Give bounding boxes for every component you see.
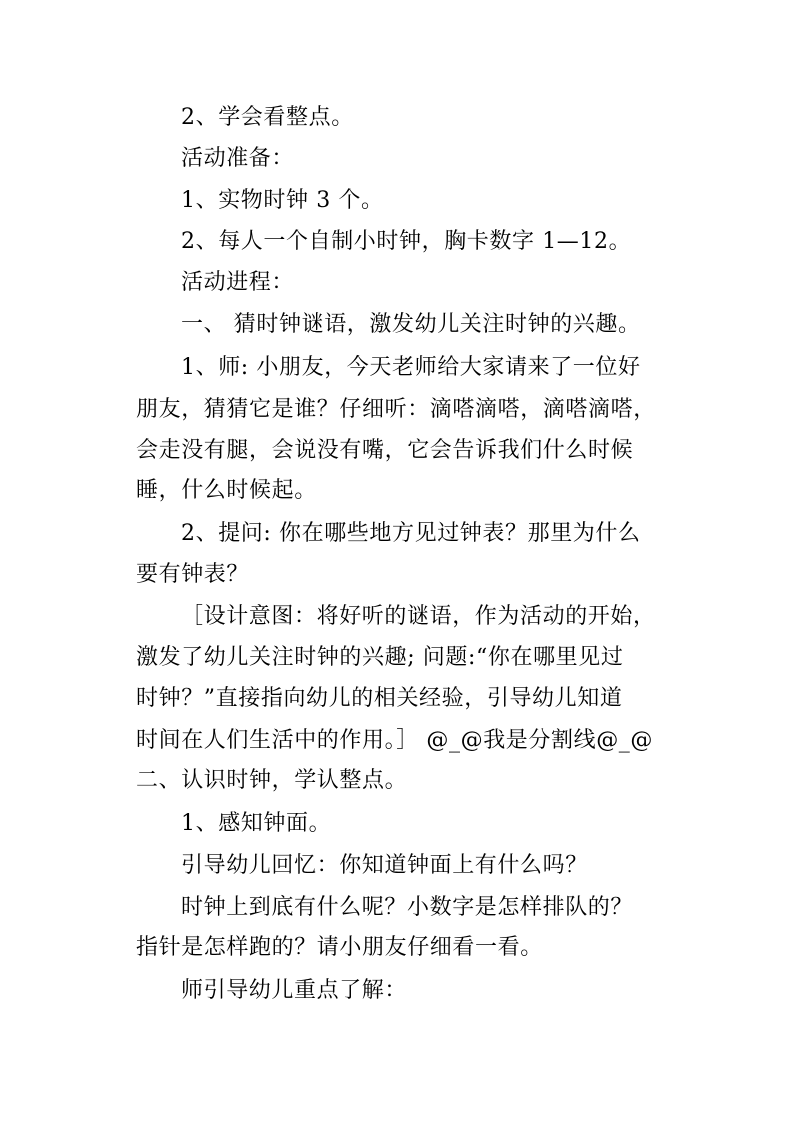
- text-line-11: 2、提问: 你在哪些地方见过钟表？那里为什么: [181, 521, 641, 546]
- text-line-1: 2、学会看整点。: [181, 105, 354, 130]
- text-line-22: 师引导幼儿重点了解：: [181, 978, 408, 1003]
- text-line-16: 时间在人们生活中的作用。］ @_@我是分割线@_@: [136, 728, 653, 753]
- text-line-10: 睡，什么时候起。: [136, 478, 317, 503]
- text-line-21: 指针是怎样跑的？请小朋友仔细看一看。: [136, 935, 543, 960]
- text-line-3: 1、实物时钟 3 个。: [181, 188, 384, 213]
- text-line-7: 1、师: 小朋友，今天老师给大家请来了一位好: [181, 355, 641, 380]
- text-line-20: 时钟上到底有什么呢？小数字是怎样排队的？: [181, 895, 634, 920]
- text-line-4: 2、每人一个自制小时钟，胸卡数字 1—12。: [181, 229, 632, 254]
- text-line-12: 要有钟表？: [136, 562, 250, 587]
- text-line-8: 朋友，猜猜它是谁？仔细听：滴嗒滴嗒，滴嗒滴嗒，: [136, 397, 656, 422]
- text-line-17: 二、认识时钟，学认整点。: [136, 768, 408, 793]
- text-line-5: 活动进程：: [181, 270, 295, 295]
- text-line-14: 激发了幼儿关注时钟的兴趣; 问题:“你在哪里见过: [136, 645, 624, 670]
- text-line-9: 会走没有腿，会说没有嘴，它会告诉我们什么时候: [136, 438, 634, 463]
- text-line-19: 引导幼儿回忆：你知道钟面上有什么吗？: [181, 853, 588, 878]
- text-line-18: 1、感知钟面。: [181, 811, 332, 836]
- text-line-6: 一、 猜时钟谜语，激发幼儿关注时钟的兴趣。: [181, 312, 641, 337]
- text-line-13: ［设计意图：将好听的谜语，作为活动的开始，: [181, 604, 656, 629]
- text-line-2: 活动准备：: [181, 146, 295, 171]
- text-line-15: 时钟？”直接指向幼儿的相关经验，引导幼儿知道: [136, 686, 623, 711]
